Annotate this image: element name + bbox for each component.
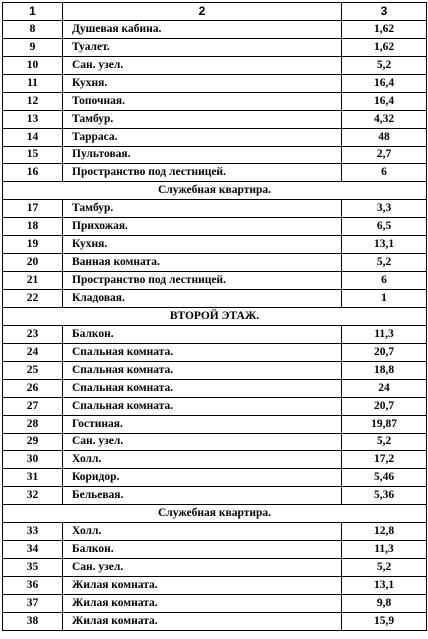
room-area: 1,62 <box>342 20 427 38</box>
room-name: Топочная. <box>63 92 342 110</box>
room-name: Спальная комната. <box>63 343 342 361</box>
header-row <box>3 3 427 21</box>
room-name: Холл. <box>63 451 342 469</box>
section-title: ВТОРОЙ ЭТАЖ. <box>3 307 427 325</box>
room-area: 5,46 <box>342 469 427 487</box>
room-area: 5,2 <box>342 56 427 74</box>
room-name: Тамбур. <box>63 200 342 218</box>
table-row <box>3 38 427 56</box>
row-number: 23 <box>3 325 63 343</box>
room-name: Прихожая. <box>63 218 342 236</box>
row-number: 16 <box>3 164 63 182</box>
room-area: 17,2 <box>342 451 427 469</box>
table-row <box>3 379 427 397</box>
room-area: 5,2 <box>342 559 427 577</box>
table-row <box>3 164 427 182</box>
row-number: 18 <box>3 218 63 236</box>
room-name: Коридор. <box>63 469 342 487</box>
header-cell-number: 1 <box>3 3 63 21</box>
room-area: 24 <box>342 379 427 397</box>
section-row <box>3 505 427 523</box>
row-number: 12 <box>3 92 63 110</box>
room-name: Туалет. <box>63 38 342 56</box>
room-area: 1,62 <box>342 38 427 56</box>
room-name: Бельевая. <box>63 487 342 505</box>
row-number: 38 <box>3 612 63 630</box>
row-number: 27 <box>3 397 63 415</box>
row-number: 36 <box>3 577 63 595</box>
table-row <box>3 236 427 254</box>
room-name: Сан. узел. <box>63 433 342 451</box>
room-name: Холл. <box>63 523 342 541</box>
row-number: 29 <box>3 433 63 451</box>
table-row <box>3 433 427 451</box>
room-area: 16,4 <box>342 92 427 110</box>
room-area: 5,36 <box>342 487 427 505</box>
room-name: Пространство под лестницей. <box>63 164 342 182</box>
table-row <box>3 523 427 541</box>
room-area: 19,87 <box>342 415 427 433</box>
room-name: Балкон. <box>63 541 342 559</box>
table-row <box>3 110 427 128</box>
room-name: Кладовая. <box>63 290 342 308</box>
room-area: 13,1 <box>342 577 427 595</box>
row-number: 10 <box>3 56 63 74</box>
table-row <box>3 612 427 630</box>
room-area: 6 <box>342 164 427 182</box>
room-area: 15,9 <box>342 612 427 630</box>
room-area: 11,3 <box>342 325 427 343</box>
table-row <box>3 397 427 415</box>
room-area: 5,2 <box>342 254 427 272</box>
room-area: 6 <box>342 272 427 290</box>
room-area: 13,1 <box>342 236 427 254</box>
room-area: 4,32 <box>342 110 427 128</box>
room-name: Кухня. <box>63 236 342 254</box>
row-number: 21 <box>3 272 63 290</box>
table-row <box>3 20 427 38</box>
room-name: Спальная комната. <box>63 379 342 397</box>
table-row <box>3 74 427 92</box>
section-title: Служебная квартира. <box>3 505 427 523</box>
row-number: 35 <box>3 559 63 577</box>
room-area: 9,8 <box>342 594 427 612</box>
row-number: 15 <box>3 146 63 164</box>
room-area-table <box>2 2 427 631</box>
table-row <box>3 272 427 290</box>
row-number: 14 <box>3 128 63 146</box>
room-name: Пространство под лестницей. <box>63 272 342 290</box>
room-name: Тарраса. <box>63 128 342 146</box>
row-number: 8 <box>3 20 63 38</box>
room-name: Спальная комната. <box>63 361 342 379</box>
room-area: 3,3 <box>342 200 427 218</box>
header-cell-name: 2 <box>63 3 342 21</box>
room-area: 20,7 <box>342 397 427 415</box>
row-number: 20 <box>3 254 63 272</box>
row-number: 26 <box>3 379 63 397</box>
table-row <box>3 577 427 595</box>
room-area: 16,4 <box>342 74 427 92</box>
room-name: Жилая комната. <box>63 594 342 612</box>
table-row <box>3 290 427 308</box>
table-row <box>3 200 427 218</box>
table-row <box>3 218 427 236</box>
row-number: 34 <box>3 541 63 559</box>
room-area: 20,7 <box>342 343 427 361</box>
table-body <box>3 3 427 631</box>
table-row <box>3 343 427 361</box>
room-name: Жилая комната. <box>63 612 342 630</box>
row-number: 9 <box>3 38 63 56</box>
room-name: Кухня. <box>63 74 342 92</box>
row-number: 28 <box>3 415 63 433</box>
row-number: 17 <box>3 200 63 218</box>
table-row <box>3 92 427 110</box>
row-number: 11 <box>3 74 63 92</box>
room-name: Гостиная. <box>63 415 342 433</box>
table-row <box>3 594 427 612</box>
row-number: 13 <box>3 110 63 128</box>
room-name: Тамбур. <box>63 110 342 128</box>
table-row <box>3 254 427 272</box>
table-row <box>3 559 427 577</box>
row-number: 31 <box>3 469 63 487</box>
room-name: Спальная комната. <box>63 397 342 415</box>
room-name: Пультовая. <box>63 146 342 164</box>
room-name: Жилая комната. <box>63 577 342 595</box>
room-area: 5,2 <box>342 433 427 451</box>
room-area: 12,8 <box>342 523 427 541</box>
room-area: 48 <box>342 128 427 146</box>
room-area: 1 <box>342 290 427 308</box>
room-area: 18,8 <box>342 361 427 379</box>
table-row <box>3 487 427 505</box>
section-title: Служебная квартира. <box>3 182 427 200</box>
table-row <box>3 451 427 469</box>
section-row <box>3 182 427 200</box>
table-row <box>3 325 427 343</box>
room-name: Балкон. <box>63 325 342 343</box>
row-number: 24 <box>3 343 63 361</box>
table-row <box>3 146 427 164</box>
row-number: 25 <box>3 361 63 379</box>
row-number: 37 <box>3 594 63 612</box>
table-row <box>3 56 427 74</box>
table-row <box>3 361 427 379</box>
table-row <box>3 469 427 487</box>
table-row <box>3 541 427 559</box>
row-number: 22 <box>3 290 63 308</box>
room-area: 11,3 <box>342 541 427 559</box>
room-name: Ванная комната. <box>63 254 342 272</box>
room-name: Сан. узел. <box>63 56 342 74</box>
row-number: 19 <box>3 236 63 254</box>
header-cell-area: 3 <box>342 3 427 21</box>
section-row <box>3 307 427 325</box>
room-name: Сан. узел. <box>63 559 342 577</box>
room-area: 6,5 <box>342 218 427 236</box>
room-name: Душевая кабина. <box>63 20 342 38</box>
row-number: 33 <box>3 523 63 541</box>
room-area: 2,7 <box>342 146 427 164</box>
table-row <box>3 415 427 433</box>
row-number: 30 <box>3 451 63 469</box>
row-number: 32 <box>3 487 63 505</box>
table-row <box>3 128 427 146</box>
